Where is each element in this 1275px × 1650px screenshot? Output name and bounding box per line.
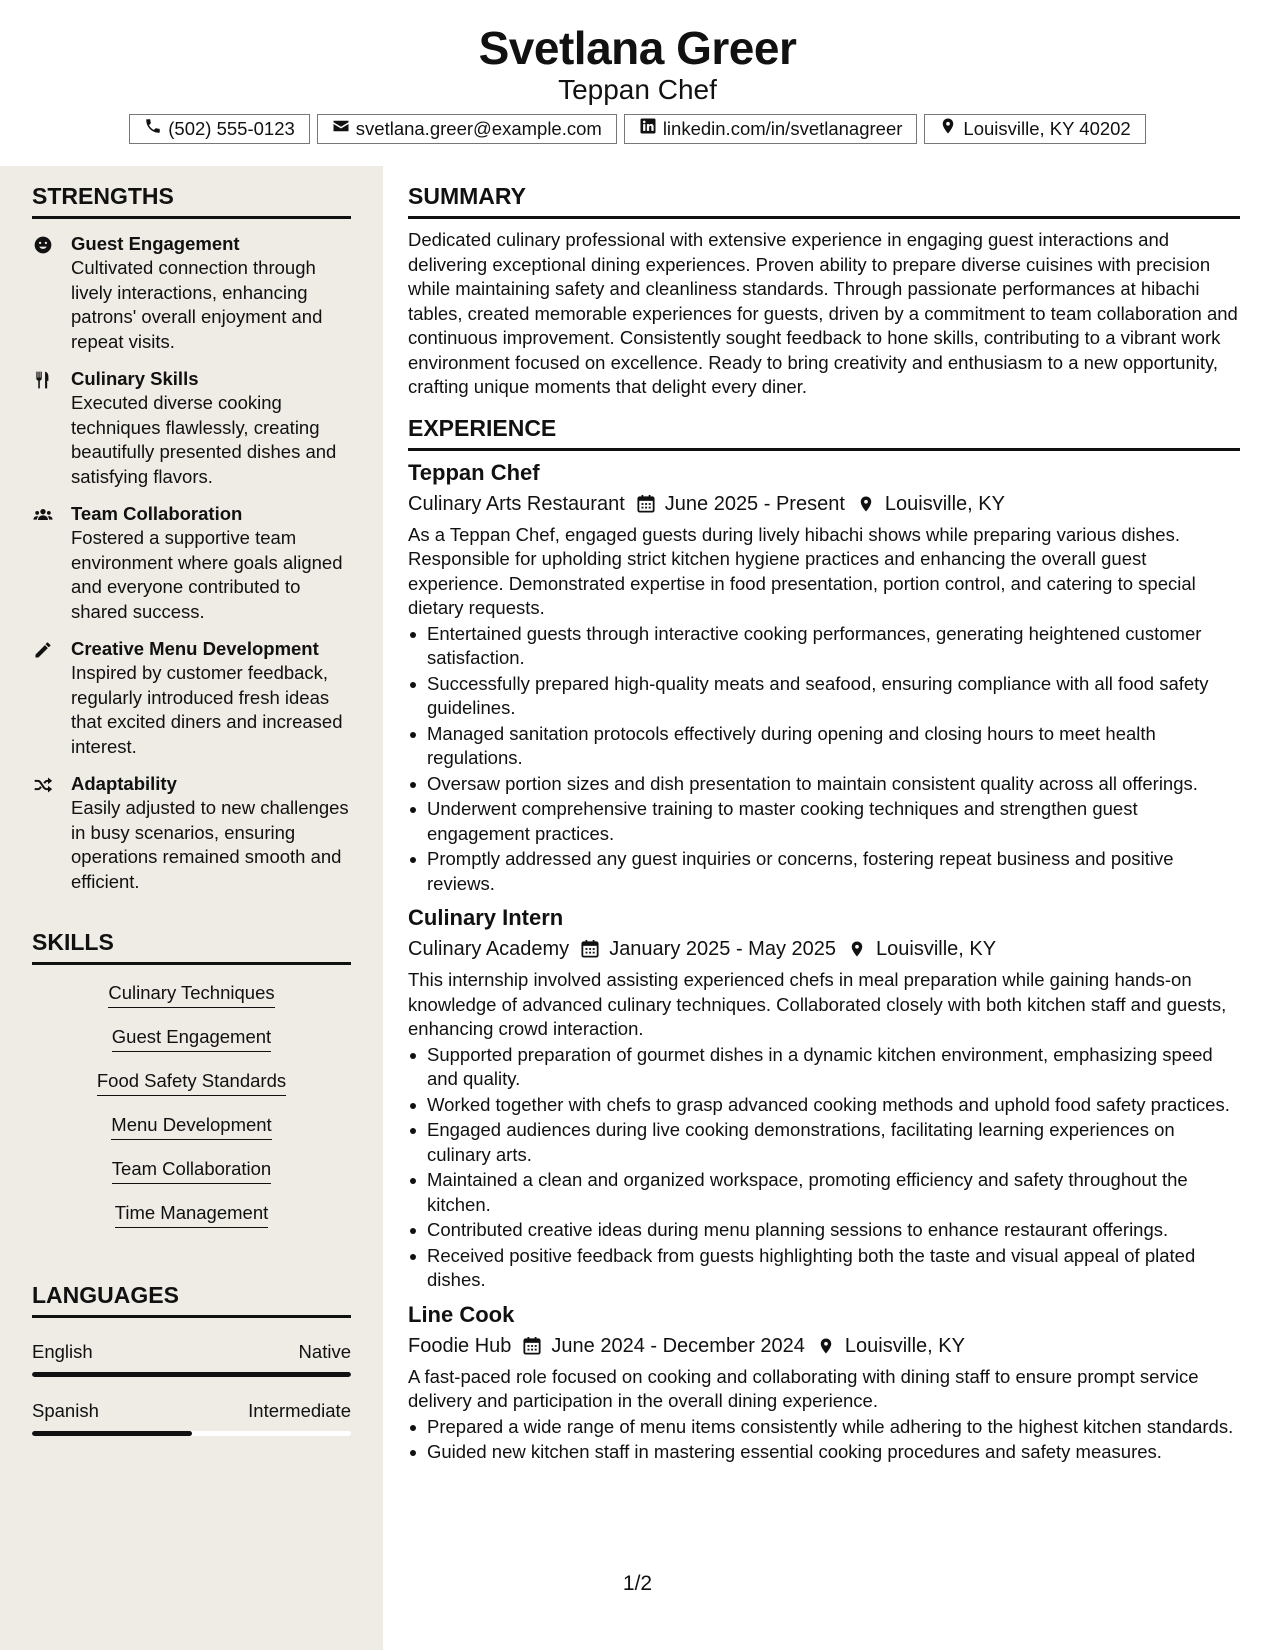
contact-phone[interactable] bbox=[129, 114, 310, 144]
language-level: Intermediate bbox=[248, 1400, 351, 1421]
main-content bbox=[408, 166, 1240, 1465]
skill-tag: Team Collaboration bbox=[112, 1157, 271, 1184]
strength-desc: Easily adjusted to new challenges in busy scenarios, ensuring operations remained smooth and efficient. bbox=[71, 797, 349, 892]
job-entry bbox=[408, 459, 1240, 897]
job-description: This internship involved assisting experienced chefs in meal preparation while gaining hands-on knowledge of advanced culinary techniques. Collaborated closely with both kitchen staff and guests, enhancing crowd interaction. bbox=[408, 969, 1227, 1039]
strength-item bbox=[32, 637, 351, 759]
list-item: Received positive feedback from guests highlighting both the taste and visual appeal of plated dishes. bbox=[408, 1244, 1240, 1293]
summary-text: Dedicated culinary professional with extensive experience in engaging guest interactions and delivering exceptional dining experiences. Proven ability to prepare diverse cuisines with precision while maintaining safety and cleanliness standards. Through passionate performances at hibachi tables, created memorable experiences for guests, driven by a commitment to team collaboration and continuous improvement. Consistently sought feedback to hone skills, contributing to a vibrant work environment focused on excellence. Ready to bring creativity and enthusiasm to a new opportunity, crafting unique moments that delight every diner. bbox=[408, 229, 1238, 397]
job-title: Culinary Intern bbox=[408, 905, 564, 930]
calendar-icon bbox=[637, 494, 655, 514]
job-bullets bbox=[408, 1415, 1240, 1465]
contact-email-text: svetlana.greer@example.com bbox=[355, 118, 602, 139]
job-title: Line Cook bbox=[408, 1301, 515, 1327]
language-item bbox=[32, 1340, 351, 1377]
language-proficiency-fill bbox=[32, 1372, 351, 1377]
strength-item bbox=[32, 367, 351, 489]
strength-desc: Inspired by customer feedback, regularly introduced fresh ideas that excited diners and increased interest. bbox=[71, 662, 343, 757]
job-meta bbox=[408, 490, 1240, 518]
job-meta bbox=[408, 935, 1240, 963]
contact-linkedin[interactable] bbox=[624, 114, 918, 144]
phone-icon bbox=[144, 115, 162, 143]
job-description: A fast-paced role focused on cooking and collaborating with dining staff to ensure prompt service delivery and participation in the overall dining experience. bbox=[408, 1365, 1199, 1411]
language-item bbox=[32, 1399, 351, 1436]
job-company: Culinary Arts Restaurant bbox=[408, 492, 625, 515]
job-bullets bbox=[408, 1043, 1240, 1293]
summary-heading: SUMMARY bbox=[408, 182, 1240, 219]
strength-title: Adaptability bbox=[71, 773, 177, 794]
contact-linkedin-text: linkedin.com/in/svetlanagreer bbox=[662, 118, 903, 139]
list-item: Maintained a clean and organized workspace, promoting efficiency and safety throughout the kitchen. bbox=[408, 1168, 1240, 1217]
strength-item bbox=[32, 232, 351, 354]
contact-bar bbox=[0, 114, 1275, 144]
job-title: Teppan Chef bbox=[408, 459, 540, 485]
contact-phone-text: (502) 555-0123 bbox=[168, 118, 295, 139]
map-pin-icon bbox=[848, 939, 866, 959]
page-number: 1/2 bbox=[622, 1572, 653, 1595]
strengths-heading: STRENGTHS bbox=[32, 182, 351, 219]
job-location: Louisville, KY bbox=[844, 1334, 965, 1357]
map-pin-icon bbox=[817, 1336, 835, 1356]
languages-heading: LANGUAGES bbox=[32, 1281, 351, 1318]
experience-heading: EXPERIENCE bbox=[408, 414, 1240, 451]
list-item: Managed sanitation protocols effectively during opening and closing hours to meet health regulations. bbox=[408, 722, 1240, 771]
job-dates: January 2025 - May 2025 bbox=[609, 938, 836, 960]
resume-header bbox=[0, 0, 1275, 166]
strength-title: Creative Menu Development bbox=[71, 638, 319, 659]
language-proficiency-bar bbox=[32, 1372, 351, 1377]
job-entry bbox=[408, 904, 1240, 1293]
smile-icon bbox=[32, 235, 54, 255]
job-dates: June 2024 - December 2024 bbox=[551, 1334, 805, 1357]
strength-title: Guest Engagement bbox=[71, 233, 240, 254]
job-company: Culinary Academy bbox=[408, 938, 570, 960]
candidate-name: Svetlana Greer bbox=[478, 22, 797, 74]
calendar-icon bbox=[581, 939, 599, 959]
language-name: English bbox=[32, 1341, 93, 1362]
map-pin-icon bbox=[857, 494, 875, 514]
strength-title: Team Collaboration bbox=[71, 503, 243, 524]
strength-item bbox=[32, 502, 351, 624]
strength-title: Culinary Skills bbox=[71, 368, 199, 389]
experience-section bbox=[408, 414, 1240, 1465]
users-icon bbox=[32, 505, 54, 525]
list-item: Oversaw portion sizes and dish presentation to maintain consistent quality across all offerings. bbox=[408, 772, 1240, 797]
list-item: Supported preparation of gourmet dishes in a dynamic kitchen environment, emphasizing speed and quality. bbox=[408, 1043, 1240, 1092]
utensils-icon bbox=[32, 370, 54, 390]
strength-desc: Fostered a supportive team environment where goals aligned and everyone contributed to shared success. bbox=[71, 527, 343, 622]
job-bullets bbox=[408, 622, 1240, 897]
envelope-icon bbox=[332, 115, 350, 143]
list-item: Contributed creative ideas during menu planning sessions to enhance restaurant offerings. bbox=[408, 1218, 1240, 1243]
list-item: Engaged audiences during live cooking demonstrations, facilitating learning experiences on culinary arts. bbox=[408, 1118, 1240, 1167]
contact-location-text: Louisville, KY 40202 bbox=[963, 118, 1131, 139]
strength-desc: Executed diverse cooking techniques flawlessly, creating beautifully presented dishes and satisfying flavors. bbox=[71, 392, 337, 487]
pencil-icon bbox=[32, 640, 54, 660]
skill-tag: Time Management bbox=[115, 1201, 269, 1228]
job-entry bbox=[408, 1301, 1240, 1465]
summary-section bbox=[408, 182, 1240, 400]
skill-tag: Culinary Techniques bbox=[108, 981, 274, 1008]
language-level: Native bbox=[298, 1341, 351, 1362]
skill-tag: Menu Development bbox=[111, 1113, 271, 1140]
contact-email[interactable] bbox=[317, 114, 617, 144]
job-meta bbox=[408, 1332, 1240, 1360]
job-description: As a Teppan Chef, engaged guests during lively hibachi shows while preparing various dishes. Responsible for upholding strict kitchen hygiene practices and enhancing the overall guest experience. Demonstrated expertise in food presentation, portion control, and catering to special dietary requests. bbox=[408, 523, 1196, 618]
list-item: Worked together with chefs to grasp advanced cooking methods and uphold food safety practices. bbox=[408, 1093, 1240, 1118]
job-company: Foodie Hub bbox=[408, 1334, 512, 1357]
calendar-icon bbox=[523, 1336, 541, 1356]
skills-heading: SKILLS bbox=[32, 928, 351, 965]
skill-tag: Guest Engagement bbox=[112, 1025, 271, 1052]
job-dates: June 2025 - Present bbox=[664, 492, 845, 515]
contact-location[interactable] bbox=[924, 114, 1145, 144]
linkedin-icon bbox=[639, 115, 657, 143]
list-item: Guided new kitchen staff in mastering essential cooking procedures and safety measures. bbox=[408, 1440, 1240, 1465]
map-pin-icon bbox=[939, 115, 957, 143]
list-item: Prepared a wide range of menu items consistently while adhering to the highest kitchen standards. bbox=[408, 1415, 1240, 1440]
job-location: Louisville, KY bbox=[876, 938, 997, 960]
skill-tag: Food Safety Standards bbox=[97, 1069, 286, 1096]
language-proficiency-bar bbox=[32, 1431, 351, 1436]
list-item: Successfully prepared high-quality meats and seafood, ensuring compliance with all food safety guidelines. bbox=[408, 672, 1240, 721]
sidebar bbox=[0, 166, 383, 1650]
languages-section bbox=[32, 1281, 351, 1436]
skills-section bbox=[32, 928, 351, 1228]
job-location: Louisville, KY bbox=[884, 492, 1005, 515]
language-name: Spanish bbox=[32, 1400, 99, 1421]
skills-list bbox=[32, 975, 351, 1228]
strength-desc: Cultivated connection through lively interactions, enhancing patrons' overall enjoyment and repeat visits. bbox=[71, 257, 323, 352]
list-item: Promptly addressed any guest inquiries or concerns, fostering repeat business and positive reviews. bbox=[408, 847, 1240, 896]
language-proficiency-fill bbox=[32, 1431, 192, 1436]
list-item: Underwent comprehensive training to master cooking techniques and strengthen guest engagement practices. bbox=[408, 797, 1240, 846]
strength-item bbox=[32, 772, 351, 894]
strengths-section bbox=[32, 182, 351, 894]
candidate-role: Teppan Chef bbox=[558, 74, 717, 105]
list-item: Entertained guests through interactive cooking performances, generating heightened customer satisfaction. bbox=[408, 622, 1240, 671]
shuffle-icon bbox=[32, 775, 54, 795]
